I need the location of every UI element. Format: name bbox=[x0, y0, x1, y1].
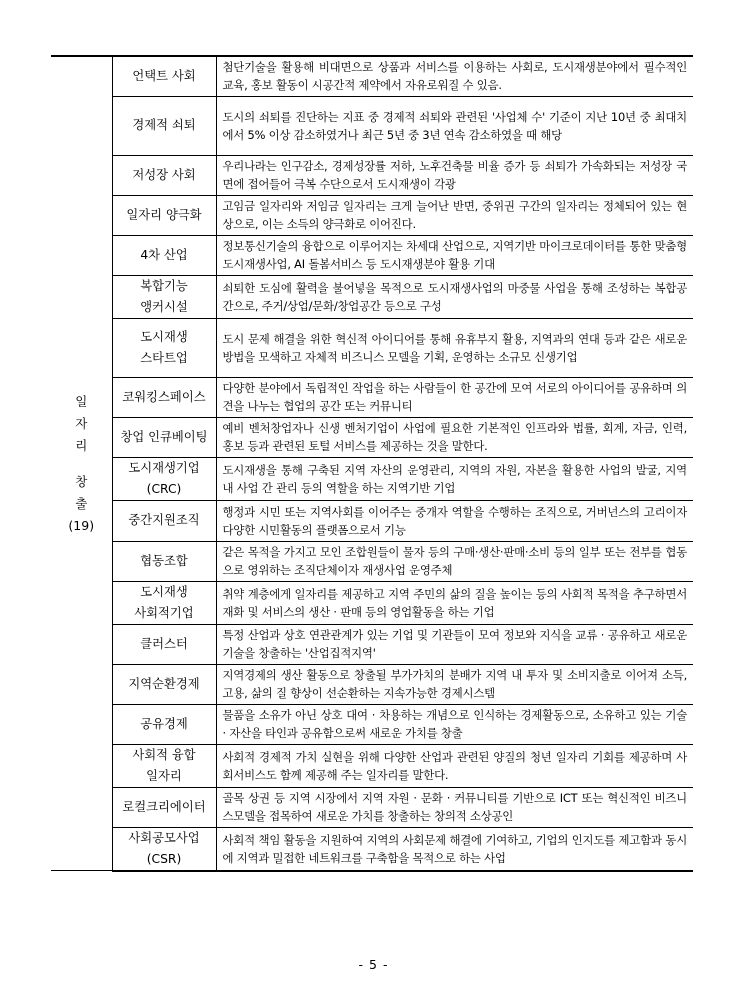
description-cell: 첨단기술을 활용해 비대면으로 상품과 서비스를 이용하는 사회로, 도시재생분야에서 필수적인 교육, 홍보 활동이 시공간적 제약에서 자유로워질 수 있음. bbox=[216, 56, 693, 96]
table-row bbox=[51, 541, 693, 581]
table-row bbox=[51, 581, 693, 624]
description-cell: 특정 산업과 상호 연관관계가 있는 기업 및 기관들이 모여 정보와 지식을 교류 · 공유하고 새로운 기술을 창출하는 '산업집적지역' bbox=[216, 624, 693, 664]
table-row bbox=[51, 787, 693, 827]
description-cell: 정보통신기술의 융합으로 이루어지는 차세대 산업으로, 지역기반 마이크로데이터를 통한 맞춤형 도시재생사업, AI 돌봄서비스 등 도시재생분야 활용 기대 bbox=[216, 235, 693, 275]
table-row bbox=[51, 155, 693, 195]
table-row bbox=[51, 500, 693, 541]
description-cell: 예비 벤처창업자나 신생 벤처기업이 사업에 필요한 기본적인 인프라와 법률, 회계, 자금, 인력, 홍보 등과 관련된 토털 서비스를 제공하는 것을 말한다. bbox=[216, 417, 693, 457]
description-cell: 사회적 경제적 가치 실현을 위해 다양한 산업과 관련된 양질의 청년 일자리 기회를 제공하며 사회서비스도 함께 제공해 주는 일자리를 말한다. bbox=[216, 744, 693, 787]
table-row bbox=[51, 744, 693, 787]
term-cell: 클러스터 bbox=[112, 624, 216, 664]
term-cell: 사회공모사업 (CSR) bbox=[112, 827, 216, 871]
description-cell: 도시 문제 해결을 위한 혁신적 아이디어를 통해 유휴부지 활용, 지역과의 연대 등과 같은 새로운 방법을 모색하고 자체적 비즈니스 모델을 기획, 운영하는 소규모 신생기업 bbox=[216, 318, 693, 377]
category-count: (19) bbox=[68, 517, 95, 533]
term-cell: 저성장 사회 bbox=[112, 155, 216, 195]
category-char-5: 출 bbox=[75, 495, 88, 511]
page-number: - 5 - bbox=[358, 957, 389, 972]
glossary-table bbox=[51, 55, 693, 872]
table-row bbox=[51, 235, 693, 275]
description-cell: 쇠퇴한 도심에 활력을 불어넣을 목적으로 도시재생사업의 마중물 사업을 통해 조성하는 복합공간으로, 주거/상업/문화/창업공간 등으로 구성 bbox=[216, 275, 693, 318]
category-char-1: 일 bbox=[75, 393, 88, 409]
category-char-4: 창 bbox=[75, 473, 88, 489]
term-cell: 도시재생 스타트업 bbox=[112, 318, 216, 377]
term-cell: 협동조합 bbox=[112, 541, 216, 581]
description-cell: 행정과 시민 또는 지역사회를 이어주는 중개자 역할을 수행하는 조직으로, 거버넌스의 고리이자 다양한 시민활동의 플랫폼으로서 기능 bbox=[216, 500, 693, 541]
table-row bbox=[51, 275, 693, 318]
description-cell: 지역경제의 생산 활동으로 창출될 부가가치의 분배가 지역 내 투자 및 소비지출로 이어져 소득, 고용, 삶의 질 향상이 선순환하는 지속가능한 경제시스템 bbox=[216, 664, 693, 704]
description-cell: 도시재생을 통해 구축된 지역 자산의 운영관리, 지역의 자원, 자본을 활용한 사업의 발굴, 지역 내 사업 간 관리 등의 역할을 하는 지역기반 기업 bbox=[216, 457, 693, 500]
term-cell: 지역순환경제 bbox=[112, 664, 216, 704]
category-cell bbox=[51, 56, 112, 871]
table-row bbox=[51, 827, 693, 871]
description-cell: 골목 상권 등 지역 시장에서 지역 자원 · 문화 · 커뮤니티를 기반으로 ICT 또는 혁신적인 비즈니스모델을 접목하여 새로운 가치를 창출하는 창의적 소상공인 bbox=[216, 787, 693, 827]
description-cell: 같은 목적을 가지고 모인 조합원들이 물자 등의 구매·생산·판매·소비 등의 일부 또는 전부를 협동으로 영위하는 조직단체이자 재생사업 운영주체 bbox=[216, 541, 693, 581]
table-row bbox=[51, 664, 693, 704]
term-cell: 4차 산업 bbox=[112, 235, 216, 275]
term-cell: 사회적 융합 일자리 bbox=[112, 744, 216, 787]
description-cell: 우리나라는 인구감소, 경제성장률 저하, 노후건축물 비율 증가 등 쇠퇴가 가속화되는 저성장 국면에 접어들어 극복 수단으로서 도시재생이 각광 bbox=[216, 155, 693, 195]
table-row bbox=[51, 318, 693, 377]
table-row bbox=[51, 417, 693, 457]
table-row bbox=[51, 457, 693, 500]
category-char-2: 자 bbox=[75, 415, 88, 431]
term-cell: 경제적 쇠퇴 bbox=[112, 96, 216, 155]
description-cell: 다양한 분야에서 독립적인 작업을 하는 사람들이 한 공간에 모여 서로의 아이디어를 공유하며 의견을 나누는 협업의 공간 또는 커뮤니티 bbox=[216, 377, 693, 417]
description-cell: 사회적 책임 활동을 지원하여 지역의 사회문제 해결에 기여하고, 기업의 인지도를 제고함과 동시에 지역과 밀접한 네트워크를 구축함을 목적으로 하는 사업 bbox=[216, 827, 693, 871]
term-cell: 언택트 사회 bbox=[112, 56, 216, 96]
term-cell: 도시재생 사회적기업 bbox=[112, 581, 216, 624]
table-row bbox=[51, 704, 693, 744]
table-row bbox=[51, 624, 693, 664]
term-cell: 복합기능 앵커시설 bbox=[112, 275, 216, 318]
term-cell: 창업 인큐베이팅 bbox=[112, 417, 216, 457]
description-cell: 취약 계층에게 일자리를 제공하고 지역 주민의 삶의 질을 높이는 등의 사회적 목적을 추구하면서 재화 및 서비스의 생산 · 판매 등의 영업활동을 하는 기업 bbox=[216, 581, 693, 624]
term-cell: 일자리 양극화 bbox=[112, 195, 216, 235]
term-cell: 중간지원조직 bbox=[112, 500, 216, 541]
category-char-3: 리 bbox=[75, 437, 88, 453]
term-cell: 코워킹스페이스 bbox=[112, 377, 216, 417]
description-cell: 물품을 소유가 아닌 상호 대여 · 차용하는 개념으로 인식하는 경제활동으로, 소유하고 있는 기술 · 자산을 타인과 공유함으로써 새로운 가치를 창출 bbox=[216, 704, 693, 744]
term-cell: 도시재생기업 (CRC) bbox=[112, 457, 216, 500]
glossary-body bbox=[51, 56, 693, 871]
table-row bbox=[51, 195, 693, 235]
description-cell: 도시의 쇠퇴를 진단하는 지표 중 경제적 쇠퇴와 관련된 '사업체 수' 기준이 지난 10년 중 최대치에서 5% 이상 감소하였거나 최근 5년 중 3년 연속 감소하였을 때 해당 bbox=[216, 96, 693, 155]
term-cell: 공유경제 bbox=[112, 704, 216, 744]
table-row bbox=[51, 96, 693, 155]
description-cell: 고임금 일자리와 저임금 일자리는 크게 늘어난 반면, 중위권 구간의 일자리는 정체되어 있는 현상으로, 이는 소득의 양극화로 이어진다. bbox=[216, 195, 693, 235]
table-row bbox=[51, 56, 693, 96]
term-cell: 로컬크리에이터 bbox=[112, 787, 216, 827]
table-row bbox=[51, 377, 693, 417]
